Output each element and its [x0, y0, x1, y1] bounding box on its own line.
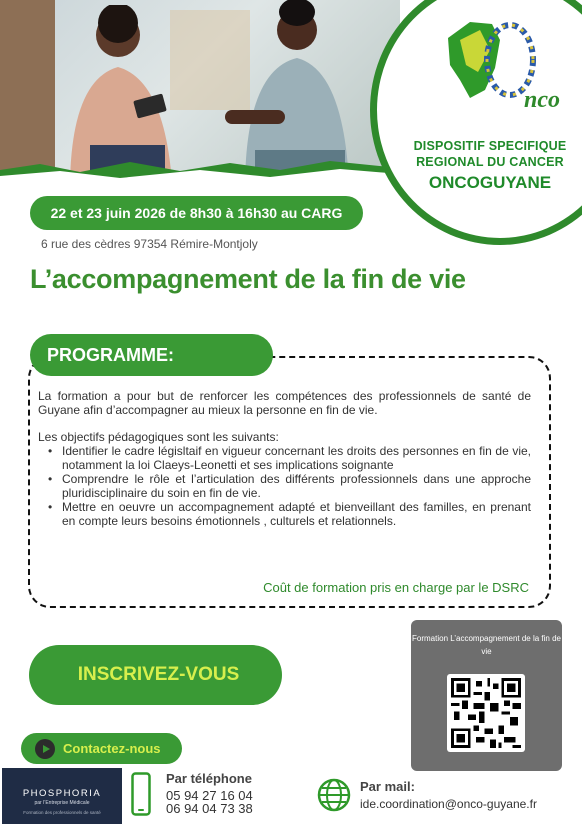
contact-button[interactable] [21, 733, 182, 764]
objectives-heading: Les objectifs pédagogiques sont les suivants: [38, 430, 279, 444]
objective-item: • Identifier le cadre législtaif en vigueur concernant les droits des personnes en fin de vie, notamment la loi Claeys-Leonetti et ses implications soignante [48, 444, 531, 472]
phone-contact [166, 771, 253, 815]
objective-item: • Mettre en oeuvre un accompagnement adapté et bienveillant des familles, en prenant en compte leurs besoins émotionnels , culturels et relationnels. [48, 500, 531, 528]
phosphoria-logo [2, 768, 122, 824]
phone-icon [131, 772, 151, 816]
dsrc-block [400, 138, 580, 195]
qr-code-icon[interactable] [447, 674, 525, 752]
dsrc-line-1: DISPOSITIF SPECIFIQUE [413, 139, 567, 153]
objective-item: • Comprendre le rôle et l’articulation des différents professionnels dans une approche pluridisciplinaire du soin en fin de vie. [48, 472, 531, 500]
mail-contact [360, 779, 537, 811]
dsrc-name: ONCOGUYANE [428, 173, 552, 192]
logo-text: nco [524, 87, 560, 113]
header-photo [0, 0, 400, 182]
bookshelf [0, 0, 55, 182]
programme-heading: PROGRAMME: [30, 334, 273, 376]
dsrc-line-2: REGIONAL DU CANCER [416, 155, 564, 169]
programme-content [38, 389, 531, 528]
oncoguyane-logo-icon [440, 10, 570, 115]
qr-title: Formation L’accompagnement de la fin de vie [412, 634, 561, 656]
programme-intro: La formation a pour but de renforcer les compétences des professionnels de santé de Guyane afin d’accompagner au mieux la personne en fin de vie. [38, 389, 531, 417]
nurse-figure [225, 0, 355, 182]
phone-number[interactable]: 06 94 04 73 38 [166, 801, 253, 816]
play-icon [35, 739, 55, 759]
page-title: L’accompagnement de la fin de vie [30, 264, 466, 294]
register-button[interactable]: INSCRIVEZ-VOUS [29, 645, 282, 705]
mail-heading: Par mail: [360, 779, 415, 794]
contact-button-label: Contactez-nous [63, 741, 161, 756]
phone-number[interactable]: 05 94 27 16 04 [166, 788, 253, 803]
phone-heading: Par téléphone [166, 771, 252, 786]
globe-icon [317, 778, 351, 812]
partner-name: PHOSPHORIA [22, 788, 102, 799]
event-address: 6 rue des cèdres 97354 Rémire-Montjoly [41, 237, 258, 251]
qr-card[interactable] [411, 620, 562, 771]
event-date-badge: 22 et 23 juin 2026 de 8h30 à 16h30 au CARG [30, 196, 363, 230]
objectives-list [48, 444, 531, 528]
cost-note: Coût de formation pris en charge par le DSRC [263, 580, 529, 595]
green-wave [0, 156, 400, 182]
partner-tagline: par l’Entreprise Médicale [34, 800, 90, 806]
email-link[interactable]: ide.coordination@onco-guyane.fr [360, 797, 537, 811]
partner-subline: Formation des professionnels de santé [23, 810, 101, 815]
